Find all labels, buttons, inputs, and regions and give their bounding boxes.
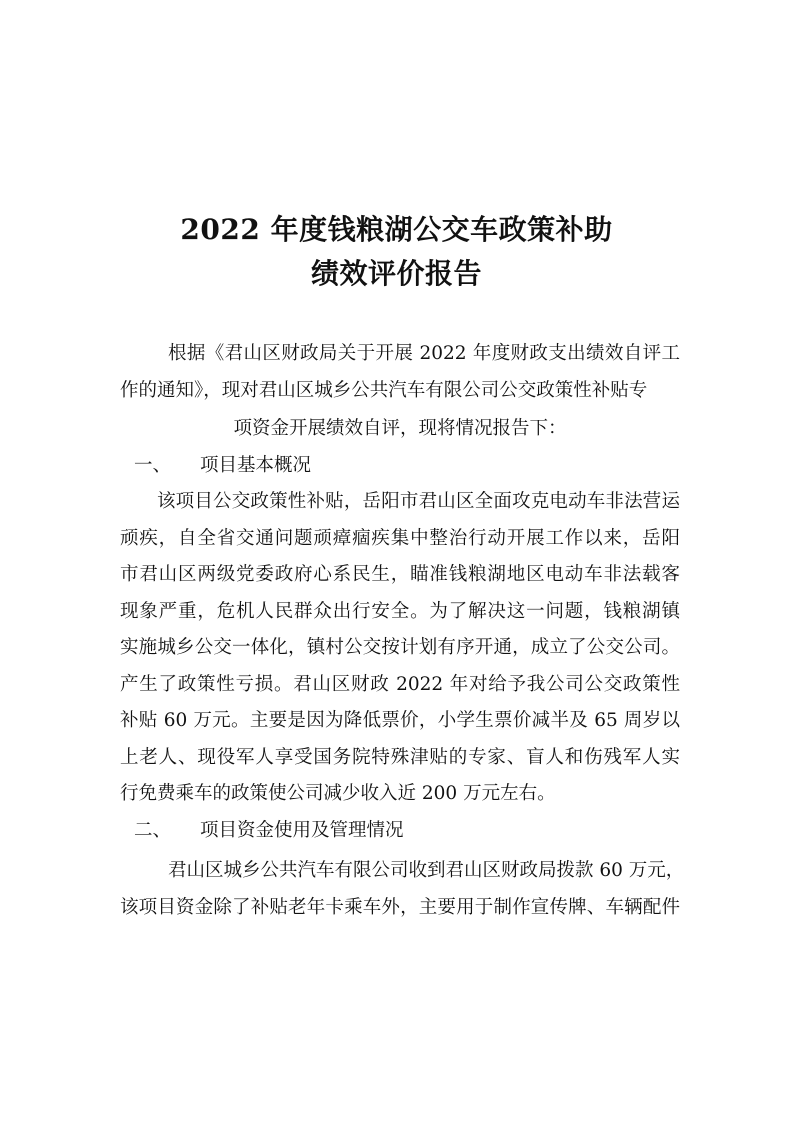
document-title <box>0 208 793 296</box>
section-2-number: 二、 <box>134 819 172 841</box>
intro-line-3: 项资金开展绩效自评，现将情况报告下： <box>233 418 567 439</box>
section-1-title: 项目基本概况 <box>200 454 312 476</box>
section-1-heading <box>120 448 680 485</box>
document-body <box>120 336 685 926</box>
section-1-number: 一、 <box>134 454 172 476</box>
intro-paragraph <box>120 336 680 448</box>
section-2-paragraph <box>120 849 685 926</box>
section-1-line: 市君山区两级党委政府心系民生，瞄准钱粮湖地区电动车非法载客 <box>120 564 680 585</box>
section-1-line: 补贴 60 万元。主要是因为降低票价，小学生票价减半及 65 周岁以 <box>120 710 680 731</box>
section-1-line: 行免费乘车的政策使公司减少收入近 200 万元左右。 <box>120 783 556 804</box>
title-line-2: 绩效评价报告 <box>310 257 482 290</box>
section-2-title: 项目资金使用及管理情况 <box>200 819 404 841</box>
section-1-line: 产生了政策性亏损。君山区财政 2022 年对给予我公司公交政策性 <box>120 673 680 695</box>
section-1-line: 上老人、现役军人享受国务院特殊津贴的专家、盲人和伤残军人实 <box>120 746 680 768</box>
section-1-paragraph <box>120 484 680 813</box>
section-2-line: 该项目资金除了补贴老年卡乘车外，主要用于制作宣传牌、车辆配件 <box>120 896 680 918</box>
intro-line-1: 根据《君山区财政局关于开展 2022 年度财政支出绩效自评工 <box>168 343 680 364</box>
section-2-heading <box>120 813 680 850</box>
intro-line-2: 作的通知》，现对君山区城乡公共汽车有限公司公交政策性补贴专 <box>120 379 648 401</box>
title-line-1: 2022 年度钱粮湖公交车政策补助 <box>180 213 613 246</box>
section-1-line: 现象严重，危机人民群众出行安全。为了解决这一问题，钱粮湖镇 <box>120 600 680 622</box>
section-2-line: 君山区城乡公共汽车有限公司收到君山区财政局拨款 60 万元， <box>168 860 685 881</box>
section-1-line: 顽疾，自全省交通问题顽瘴痼疾集中整治行动开展工作以来，岳阳 <box>120 527 680 549</box>
section-1-line: 该项目公交政策性补贴，岳阳市君山区全面攻克电动车非法营运 <box>157 491 680 512</box>
section-1-line: 实施城乡公交一体化，镇村公交按计划有序开通，成立了公交公司。 <box>120 637 680 658</box>
